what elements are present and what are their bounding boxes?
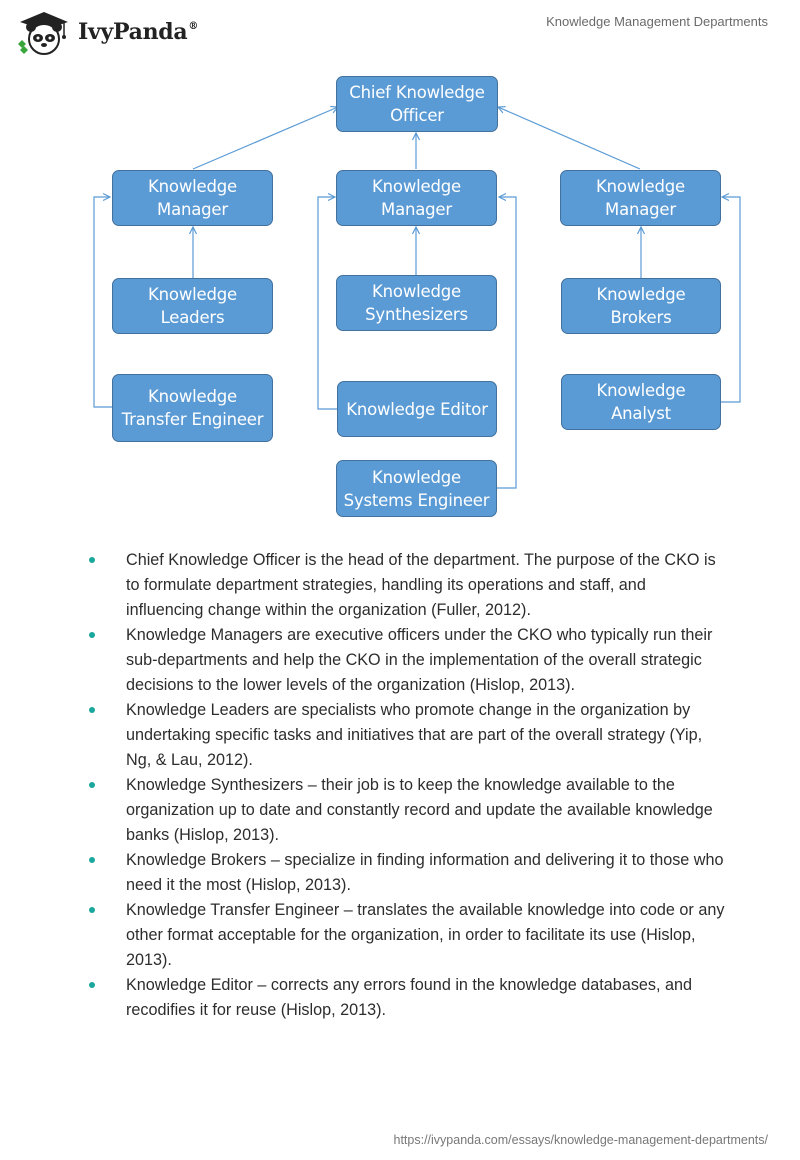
logo-text: IvyPanda [78,19,188,45]
node-knowledge-brokers [561,278,721,334]
node-knowledge-manager-left [112,170,273,226]
connector-left-manager-to-cko [193,107,338,169]
node-label: Knowledge Synthesizers [365,282,468,324]
registered-mark: ® [188,21,199,32]
node-knowledge-synthesizers [336,275,497,331]
org-chart [0,70,800,530]
list-item-text: Knowledge Transfer Engineer – translates the available knowledge into code or any other format acceptable for the organization, in order to facilitate its use (Hislop, 2013). [126,901,725,969]
list-item-text: Knowledge Editor – corrects any errors found in the knowledge databases, and recodifies it for reuse (Hislop, 2013). [126,976,693,1019]
connector-systems-engineer-to-manager [497,197,516,488]
bullet-icon [89,557,95,563]
list-item-text: Knowledge Managers are executive officers under the CKO who typically run their sub-departments and help the CKO in the implementation of the overall strategic decisions to the lower levels of the organization (Hislop, 2013). [126,626,713,694]
bullet-icon [89,632,95,638]
list-item-text: Knowledge Synthesizers – their job is to keep the knowledge available to the organization up to date and constantly record and update the available knowledge banks (Hislop, 2013). [126,776,713,844]
list-item-text: Knowledge Brokers – specialize in finding information and delivering it to those who need it the most (Hislop, 2013). [126,851,724,894]
connector-editor-to-manager [318,197,337,409]
node-knowledge-systems-engineer [336,460,497,517]
connector-transfer-engineer-to-manager [94,197,112,407]
node-label: Knowledge Leaders [148,285,237,327]
page-header [0,0,800,60]
bullet-icon [89,707,95,713]
connector-right-manager-to-cko [498,107,640,169]
panda-graduate-icon [14,8,74,56]
node-label: Chief Knowledge Officer [349,83,485,125]
list-item-text: Chief Knowledge Officer is the head of the department. The purpose of the CKO is to formulate department strategies, handling its operations and staff, and influencing change within the organization (Fuller, 2012). [126,551,716,619]
node-knowledge-manager-right [560,170,721,226]
list-item [86,973,726,1023]
node-knowledge-leaders [112,278,273,334]
node-label: Knowledge Manager [148,177,237,219]
bullet-icon [89,857,95,863]
node-label: Knowledge Systems Engineer [343,467,490,510]
node-knowledge-transfer-engineer [112,374,273,442]
bullet-icon [89,982,95,988]
list-item [86,623,726,698]
list-item [86,548,726,623]
source-url-link[interactable]: https://ivypanda.com/essays/knowledge-management-departments/ [393,1133,768,1147]
node-label: Knowledge Analyst [596,381,686,423]
list-item [86,848,726,898]
node-label: Knowledge Manager [372,177,461,219]
ivypanda-logo[interactable] [14,8,199,54]
role-descriptions-list [86,548,726,1023]
list-item [86,698,726,773]
node-label: Knowledge Brokers [596,285,686,327]
list-item [86,898,726,973]
node-knowledge-editor [337,381,497,437]
node-knowledge-analyst [561,374,721,430]
document-title: Knowledge Management Departments [546,14,768,29]
list-item-text: Knowledge Leaders are specialists who promote change in the organization by undertaking specific tasks and initiatives that are part of the overall strategy (Yip, Ng, & Lau, 2012). [126,701,703,769]
connector-analyst-to-manager [721,197,740,402]
node-knowledge-manager-center [336,170,497,226]
node-label: Knowledge Editor [346,399,488,419]
node-chief-knowledge-officer [336,76,498,132]
node-label: Knowledge Transfer Engineer [121,387,264,429]
logo-wordmark [78,19,198,45]
bullet-icon [89,907,95,913]
bullet-icon [89,782,95,788]
node-label: Knowledge Manager [596,177,685,219]
list-item [86,773,726,848]
